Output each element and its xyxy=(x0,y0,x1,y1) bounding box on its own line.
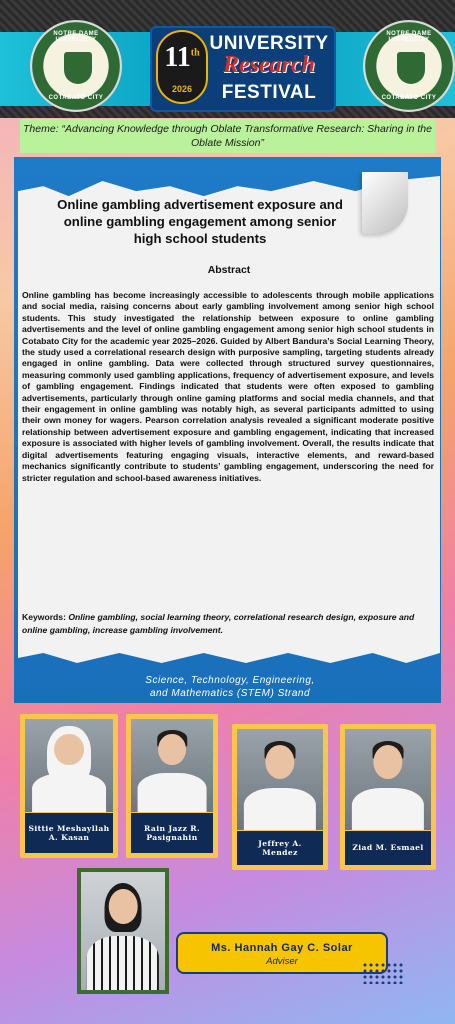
shield-icon xyxy=(397,52,425,84)
adviser-name-plate xyxy=(176,932,388,974)
theme-banner: Theme: “Advancing Knowledge through Oblate Transformative Research: Sharing in the Oblate Mission” xyxy=(20,119,435,153)
member-card xyxy=(232,724,328,870)
paper-title: Online gambling advertisement exposure and online gambling engagement among senior high school students xyxy=(57,197,343,246)
member-photo xyxy=(25,719,113,812)
barong-shape xyxy=(87,936,159,990)
adviser-card xyxy=(77,868,169,994)
strand-label xyxy=(80,674,380,700)
shield-icon xyxy=(64,52,92,84)
festival-title-line1: UNIVERSITY xyxy=(209,33,329,54)
uniform-shape xyxy=(352,788,424,830)
uniform-shape xyxy=(32,773,106,812)
member-photo xyxy=(131,719,213,812)
abstract-text: Online gambling has become increasingly accessible to adolescents through mobile applications and social media, raising concerns about early gambling involvement among senior high school students. This study investigated the relationship between exposure to online gambling advertisements and the level of online gambling engagement among senior high school students in Cotabato City for the academic year 2025–2026. Guided by Albert Bandura’s Social Learning Theory, the study used a correlational research design with purposive sampling, targeting students already engaged in online gambling. Data were collected through structured survey questionnaires, measuring commonly used gambling applications, frequency of advertisement exposure, and levels of gambling engagement. Findings indicated that students were often exposed to gambling advertisements, particularly through online gaming platforms and social media channels, and that their engagement in online gambling was notably high, as several participants admitted to using their own money for wagers. Pearson correlation analysis revealed a significant moderate positive relationship between advertisement exposure and gambling engagement, indicating that increased exposure is associated with higher levels of gambling involvement. Overall, the results indicate that digital advertisements featuring engaging visuals, interactive elements, and reward-based mechanics significantly contribute to students’ gambling engagement, underscoring the need for stricter regulation and school-based awareness initiatives. xyxy=(22,290,434,483)
edition-number: 11th xyxy=(164,42,200,73)
adviser-photo xyxy=(81,872,165,990)
seal-top-text: NOTRE DAME UNIVERSITY xyxy=(386,31,432,43)
face-shape xyxy=(265,745,294,779)
member-name: Rain Jazz R. Pasignahin xyxy=(131,813,213,853)
edition-suffix: th xyxy=(190,47,200,59)
strand-line2: and Mathematics (STEM) Strand xyxy=(149,688,311,699)
face-shape xyxy=(109,889,138,924)
adviser-role: Adviser xyxy=(266,956,298,967)
member-photo xyxy=(345,729,431,830)
member-card xyxy=(340,724,436,870)
face-shape xyxy=(54,734,84,766)
strand-line1: Science, Technology, Engineering, xyxy=(145,675,315,686)
university-seal-icon xyxy=(30,20,122,112)
festival-year: 2026 xyxy=(171,84,193,94)
seal-top-text: NOTRE DAME UNIVERSITY xyxy=(53,31,99,43)
adviser-name: Ms. Hannah Gay C. Solar xyxy=(211,942,353,954)
university-seal-icon xyxy=(363,20,455,112)
member-name: Ziad M. Esmael xyxy=(345,831,431,865)
face-shape xyxy=(373,745,402,779)
festival-title-line2: Research xyxy=(223,52,315,78)
keywords xyxy=(22,611,434,637)
keywords-label: Keywords: xyxy=(22,612,66,622)
member-card xyxy=(126,714,218,858)
seal-bottom-text: COTABATO CITY xyxy=(381,95,437,101)
face-shape xyxy=(158,734,186,766)
abstract-heading: Abstract xyxy=(207,264,251,276)
member-name: Sittie Meshayllah A. Kasan xyxy=(25,813,113,853)
festival-title-line3: FESTIVAL xyxy=(221,82,317,103)
dot-pattern-decoration xyxy=(362,962,404,984)
member-card xyxy=(20,714,118,858)
seal-bottom-text: COTABATO CITY xyxy=(48,95,104,101)
uniform-shape xyxy=(244,788,316,830)
member-name: Jeffrey A. Mendez xyxy=(237,831,323,865)
member-photo xyxy=(237,729,323,830)
keywords-text: Online gambling, social learning theory, correlational research design, exposure and online gambling, increase gambling involvement. xyxy=(22,612,415,635)
uniform-shape xyxy=(138,773,207,812)
